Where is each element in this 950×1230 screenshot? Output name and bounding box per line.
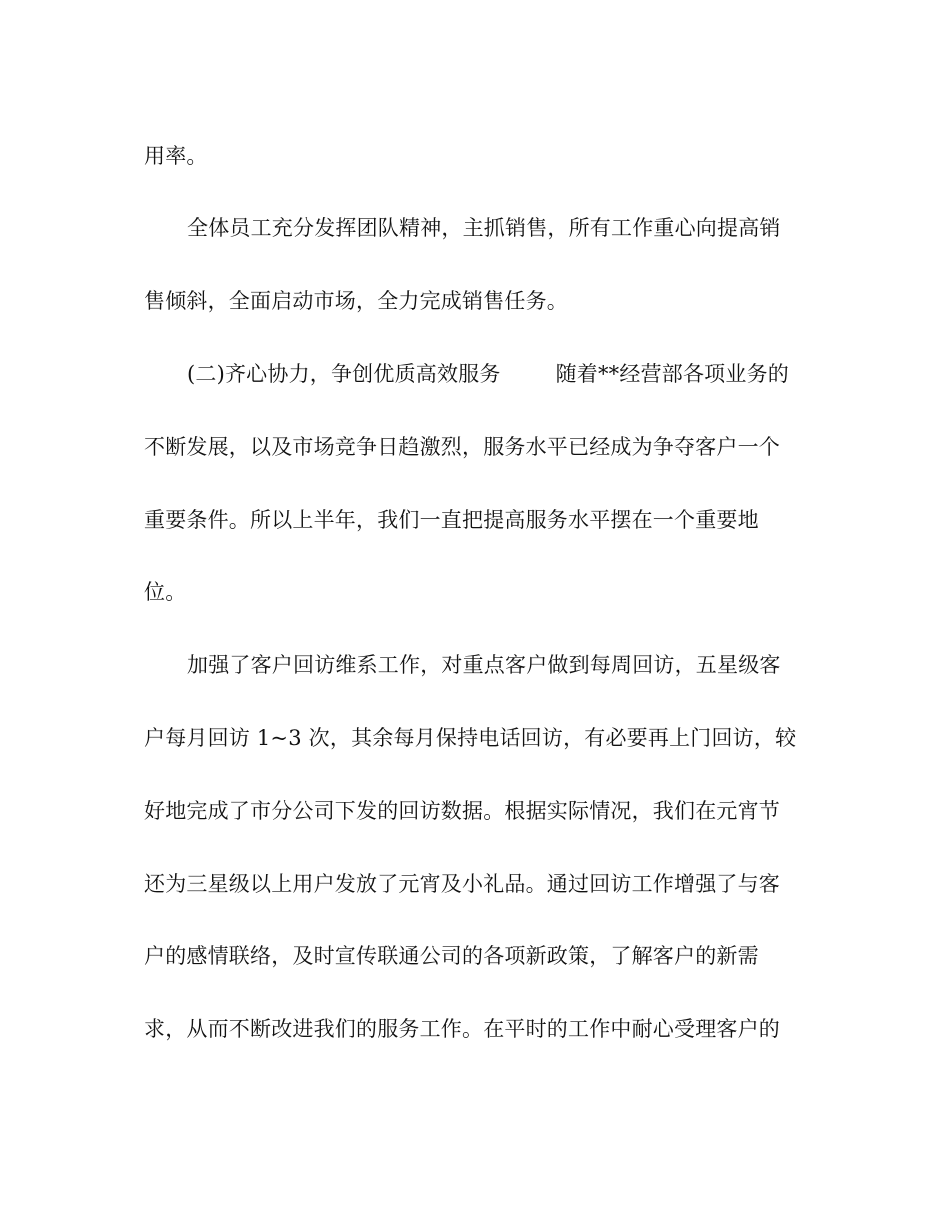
text-line: 全体员工充分发挥团队精神，主抓销售，所有工作重心向提高销 <box>187 216 781 240</box>
text-line: 售倾斜，全面启动市场，全力完成销售任务。 <box>144 289 568 313</box>
text-line: 重要条件。所以上半年，我们一直把提高服务水平摆在一个重要地 <box>144 508 759 532</box>
text-line: 用率。 <box>144 144 208 168</box>
text-line: 位。 <box>144 580 187 604</box>
text-line: 求，从而不断改进我们的服务工作。在平时的工作中耐心受理客户的 <box>144 1017 780 1041</box>
text-line: 户的感情联络，及时宣传联通公司的各项新政策，了解客户的新需 <box>144 944 759 968</box>
text-line: 户每月回访 1~3 次，其余每月保持电话回访，有必要再上门回访，较 <box>144 726 797 750</box>
text-line: 还为三星级以上用户发放了元宵及小礼品。通过回访工作增强了与客 <box>144 872 780 896</box>
text-line: 加强了客户回访维系工作，对重点客户做到每周回访，五星级客 <box>187 653 781 677</box>
text-line: 不断发展，以及市场竞争日趋激烈，服务水平已经成为争夺客户一个 <box>144 435 780 459</box>
text-line: 好地完成了市分公司下发的回访数据。根据实际情况，我们在元宵节 <box>144 799 780 823</box>
text-line: (二)齐心协力，争创优质高效服务 随着**经营部各项业务的 <box>187 362 789 386</box>
